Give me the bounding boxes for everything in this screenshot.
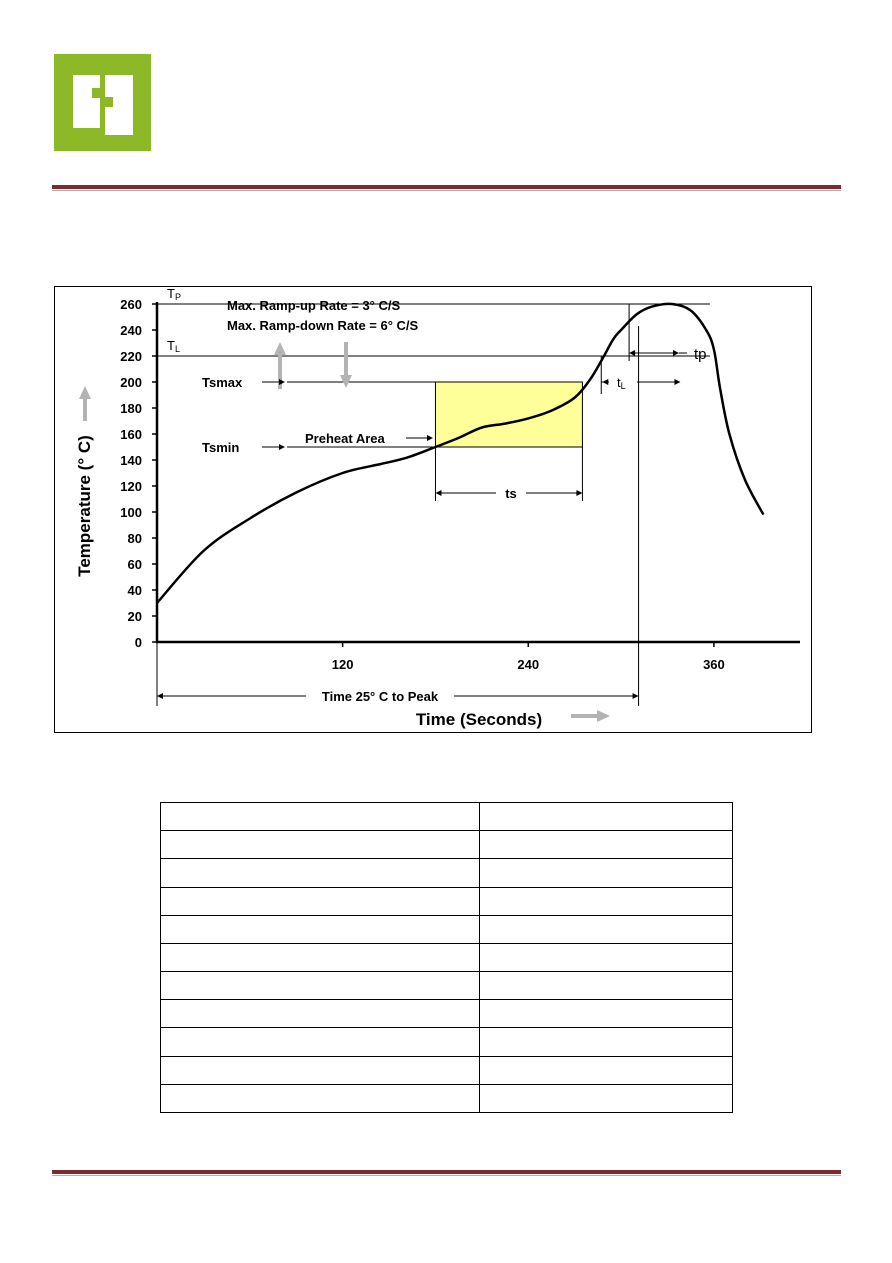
table-cell <box>161 887 480 915</box>
table-row <box>161 1000 733 1028</box>
y-tick-label: 180 <box>120 401 142 416</box>
table-row <box>161 943 733 971</box>
tp-dimension-arrow-left <box>629 350 635 356</box>
y-tick-label: 80 <box>127 531 142 546</box>
table-cell <box>480 915 733 943</box>
tp-label: TP <box>167 286 181 302</box>
y-tick-label: 220 <box>120 349 142 364</box>
y-tick-label: 120 <box>120 479 142 494</box>
reflow-parameters-table <box>160 802 733 1113</box>
header-rule <box>52 185 841 191</box>
table-row <box>161 831 733 859</box>
table-cell <box>161 1084 480 1112</box>
x-tick-label: 360 <box>703 657 725 672</box>
y-tick-label: 200 <box>120 375 142 390</box>
time-to-peak-dimension-arrow-left <box>157 693 163 699</box>
ts-dimension-arrow-right <box>576 490 582 496</box>
ts-label: ts <box>505 486 517 501</box>
y-axis-arrow-head <box>79 386 91 399</box>
table-row <box>161 803 733 831</box>
tl-arrow-left <box>602 379 608 385</box>
table-row <box>161 915 733 943</box>
table-cell <box>480 1056 733 1084</box>
ramp-up-arrow-head <box>274 342 286 355</box>
table-cell <box>161 943 480 971</box>
table-cell <box>161 1000 480 1028</box>
reflow-temperature-curve <box>157 304 763 603</box>
table-cell <box>480 803 733 831</box>
preheat-area-label: Preheat Area <box>305 431 385 446</box>
y-tick-label: 240 <box>120 323 142 338</box>
tsmax-label: Tsmax <box>202 375 243 390</box>
table-cell <box>161 859 480 887</box>
table-cell <box>161 803 480 831</box>
table-cell <box>480 1028 733 1056</box>
table-cell <box>161 972 480 1000</box>
y-tick-label: 160 <box>120 427 142 442</box>
table-cell <box>161 915 480 943</box>
reflow-profile-chart <box>54 286 812 733</box>
y-tick-label: 140 <box>120 453 142 468</box>
y-tick-label: 60 <box>127 557 142 572</box>
ramp-up-rate-text: Max. Ramp-up Rate = 3° C/S <box>227 298 401 313</box>
tsmin-arrow-head <box>279 444 285 450</box>
time-to-peak-dimension-arrow-right <box>633 693 639 699</box>
table-cell <box>480 943 733 971</box>
tl-dimension-label: tL <box>617 375 626 391</box>
footer-rule <box>52 1170 841 1176</box>
table-cell <box>480 887 733 915</box>
table-row <box>161 1084 733 1112</box>
table-cell <box>480 1000 733 1028</box>
table-row <box>161 972 733 1000</box>
table-cell <box>480 1084 733 1112</box>
tsmin-label: Tsmin <box>202 440 240 455</box>
x-axis-label: Time (Seconds) <box>415 710 543 729</box>
table-row <box>161 859 733 887</box>
y-axis-label: Temperature (° C) <box>75 435 94 577</box>
table-row <box>161 1028 733 1056</box>
time-to-peak-label: Time 25° C to Peak <box>321 689 439 704</box>
y-tick-label: 260 <box>120 297 142 312</box>
y-tick-label: 100 <box>120 505 142 520</box>
x-tick-label: 240 <box>517 657 540 672</box>
table-row <box>161 1056 733 1084</box>
preheat-arrow-head <box>427 435 433 441</box>
table-cell <box>480 831 733 859</box>
tl-label: TL <box>167 338 180 354</box>
tp-dimension-arrow-right <box>673 350 679 356</box>
table-row <box>161 887 733 915</box>
x-axis-arrow-head <box>597 710 610 722</box>
ts-dimension-arrow-left <box>435 490 441 496</box>
y-tick-label: 40 <box>127 583 142 598</box>
table-cell <box>480 972 733 1000</box>
table-cell <box>161 1056 480 1084</box>
y-tick-label: 20 <box>127 609 142 624</box>
table-cell <box>480 859 733 887</box>
table-cell <box>161 831 480 859</box>
tp-dimension-label: tp <box>694 346 707 363</box>
chart-canvas <box>54 286 812 733</box>
tl-arrow-right <box>674 379 680 385</box>
x-tick-label: 120 <box>331 657 354 672</box>
table-cell <box>161 1028 480 1056</box>
ramp-down-rate-text: Max. Ramp-down Rate = 6° C/S <box>227 318 419 333</box>
company-logo-icon <box>54 54 151 151</box>
y-tick-label: 0 <box>134 635 142 650</box>
